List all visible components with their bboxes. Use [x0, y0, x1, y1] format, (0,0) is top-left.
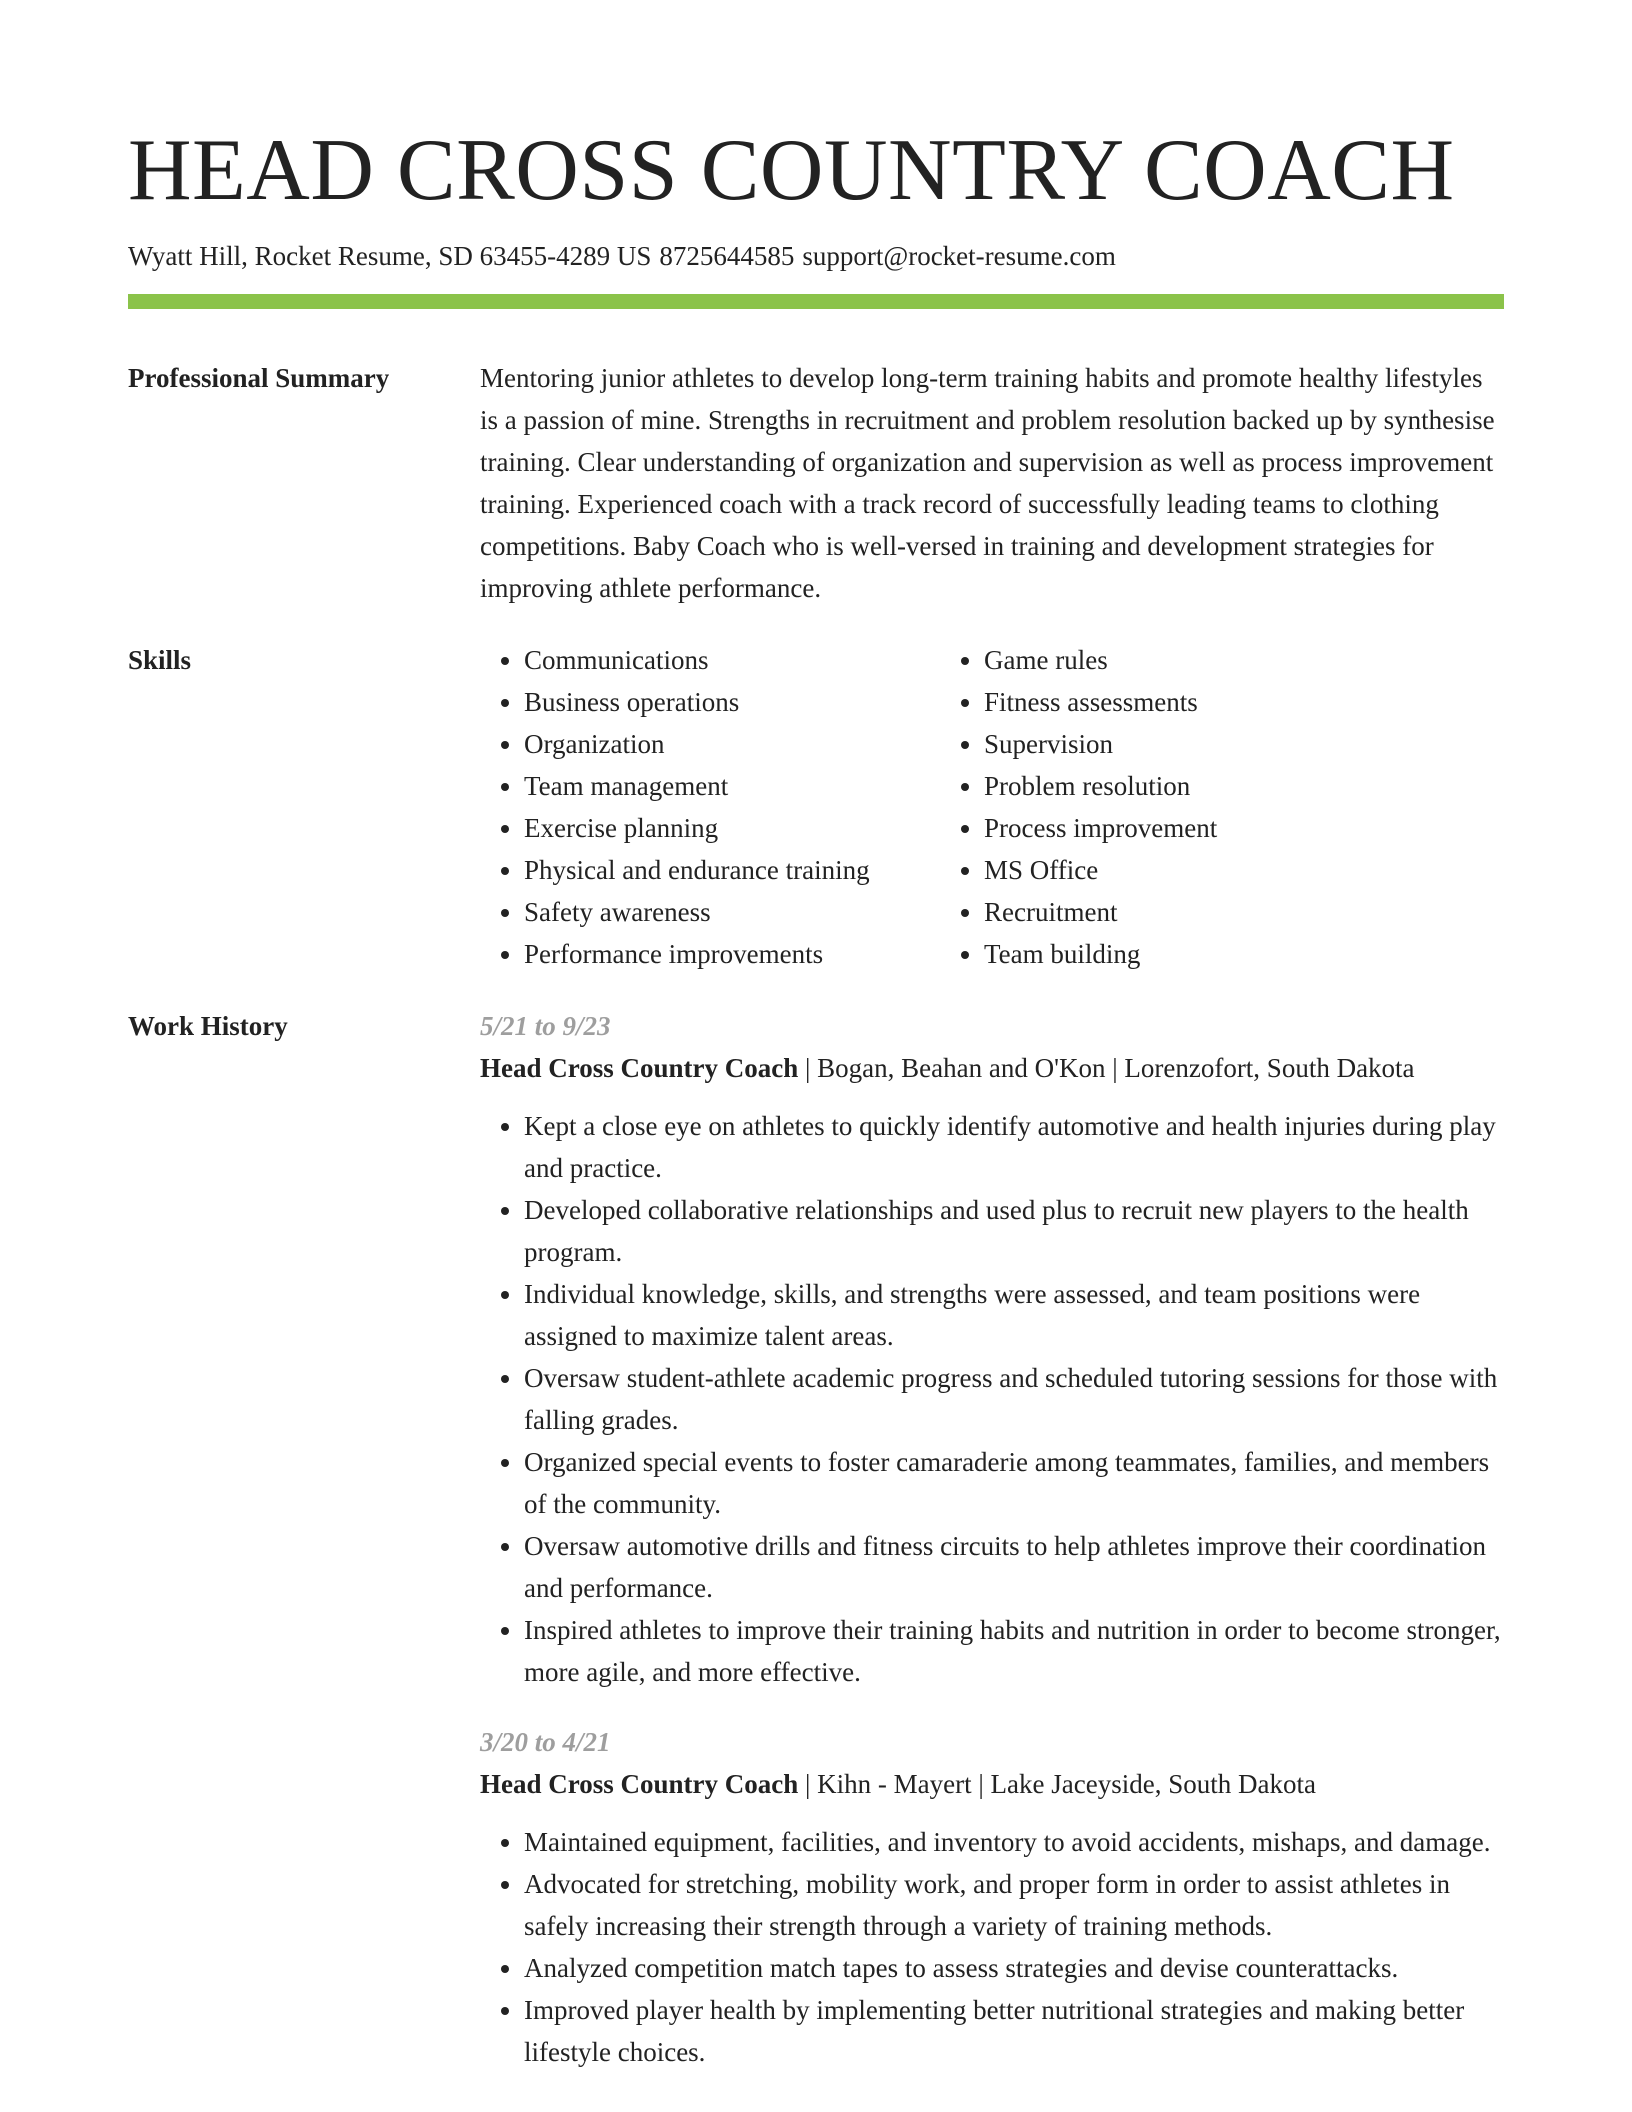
job-company-location: | Kihn - Mayert | Lake Jaceyside, South Dakota	[805, 1769, 1316, 1799]
skill-item: • Recruitment	[984, 891, 1217, 933]
job-bullet: • Organized special events to foster camaraderie among teammates, families, and members of the community.	[524, 1441, 1504, 1525]
summary-text: Mentoring junior athletes to develop long-term training habits and promote healthy lifestyles is a passion of mine. Strengths in recruitment and problem resolution backed up by synthesise training. Clear understanding of organization and supervision as well as process improvement training. Experienced coach with a track record of successfully leading teams to clothing competitions. Baby Coach who is well-versed in training and development strategies for improving athlete performance.	[480, 363, 1495, 603]
work-history-label: Work History	[128, 1011, 288, 1041]
job-bullet: • Advocated for stretching, mobility work, and proper form in order to assist athletes in safely increasing their strength through a variety of training methods.	[524, 1863, 1504, 1947]
skill-item: • Communications	[524, 639, 940, 681]
skill-item: • Exercise planning	[524, 807, 940, 849]
job-dates: 3/20 to 4/21	[480, 1727, 611, 1757]
skill-item: • MS Office	[984, 849, 1217, 891]
contact-phone: 8725644585	[659, 241, 795, 271]
skills-column-1	[480, 639, 940, 975]
skills-column-2	[940, 639, 1217, 975]
skills-section	[128, 639, 1504, 975]
header-divider	[128, 294, 1504, 309]
job-bullet: • Oversaw student-athlete academic progress and scheduled tutoring sessions for those with falling grades.	[524, 1357, 1504, 1441]
skill-item: • Team building	[984, 933, 1217, 975]
job-bullet: • Analyzed competition match tapes to assess strategies and devise counterattacks.	[524, 1947, 1504, 1989]
job-entry	[480, 1005, 1504, 1693]
job-title-line	[480, 1763, 1504, 1805]
skill-item: • Safety awareness	[524, 891, 940, 933]
job-bullet: • Inspired athletes to improve their training habits and nutrition in order to become stronger, more agile, and more effective.	[524, 1609, 1504, 1693]
job-bullet: • Individual knowledge, skills, and strengths were assessed, and team positions were assigned to maximize talent areas.	[524, 1273, 1504, 1357]
job-bullet: • Improved player health by implementing better nutritional strategies and making better lifestyle choices.	[524, 1989, 1504, 2073]
job-company-location: | Bogan, Beahan and O'Kon | Lorenzofort, South Dakota	[805, 1053, 1415, 1083]
job-bullet: • Developed collaborative relationships and used plus to recruit new players to the health program.	[524, 1189, 1504, 1273]
skill-item: • Process improvement	[984, 807, 1217, 849]
job-entry	[480, 1721, 1504, 2073]
summary-section	[128, 357, 1504, 609]
contact-email: support@rocket-resume.com	[802, 241, 1116, 271]
resume-title: HEAD CROSS COUNTRY COACH	[128, 122, 1455, 219]
job-bullet: • Maintained equipment, facilities, and inventory to avoid accidents, mishaps, and damage.	[524, 1821, 1504, 1863]
skills-label: Skills	[128, 645, 192, 675]
skill-item: • Fitness assessments	[984, 681, 1217, 723]
summary-label: Professional Summary	[128, 363, 390, 393]
skill-item: • Physical and endurance training	[524, 849, 940, 891]
skill-item: • Problem resolution	[984, 765, 1217, 807]
skill-item: • Game rules	[984, 639, 1217, 681]
contact-line	[128, 238, 1504, 274]
job-bullet: • Oversaw automotive drills and fitness circuits to help athletes improve their coordination and performance.	[524, 1525, 1504, 1609]
job-bullets	[480, 1105, 1504, 1693]
contact-name-location: Wyatt Hill, Rocket Resume, SD 63455-4289 US	[128, 241, 652, 271]
skill-item: • Performance improvements	[524, 933, 940, 975]
job-bullets	[480, 1821, 1504, 2073]
job-role: Head Cross Country Coach	[480, 1769, 799, 1799]
job-role: Head Cross Country Coach	[480, 1053, 799, 1083]
skill-item: • Business operations	[524, 681, 940, 723]
skill-item: • Team management	[524, 765, 940, 807]
skill-item: • Supervision	[984, 723, 1217, 765]
skill-item: • Organization	[524, 723, 940, 765]
job-title-line	[480, 1047, 1504, 1089]
job-dates: 5/21 to 9/23	[480, 1011, 611, 1041]
work-history-section	[128, 1005, 1504, 2101]
job-bullet: • Kept a close eye on athletes to quickly identify automotive and health injuries during play and practice.	[524, 1105, 1504, 1189]
